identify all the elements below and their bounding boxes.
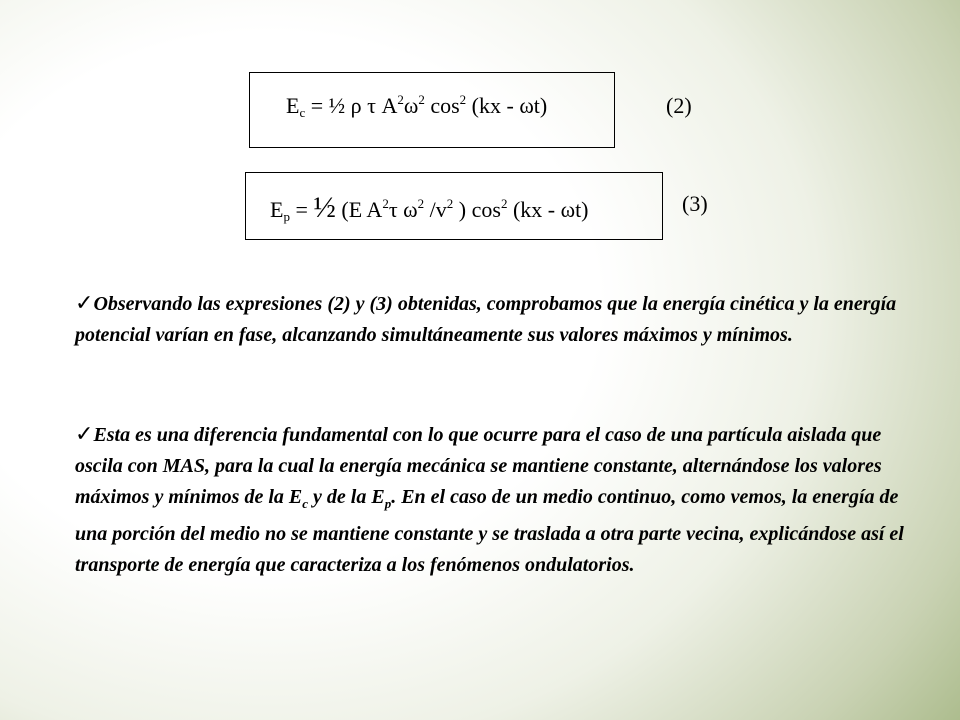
- equation-number-3: (3): [682, 191, 708, 216]
- checkmark-icon: ✓: [75, 422, 94, 447]
- checkmark-icon: ✓: [75, 291, 94, 316]
- potential-energy-equation: $E_p$ = ½ (E $A^2\tau$ $\omega^2$ $/v^2$ ) $\cos^2 (kx - \omega t)$: [270, 191, 589, 224]
- equation-number-2: (2): [666, 93, 692, 118]
- paragraph-difference: ✓Esta es una diferencia fundamental con lo que ocurre para el caso de una partícula aislada que oscila con MAS, para la cual la energía mecánica se mantiene constante, alternándose los valores máximos y mínimos de la $E_c$ y de la $E_p$. En el caso de un medio continuo, como vemos, la energía de una porción del medio no se mantiene constante y se traslada a otra parte vecina, explicándose así el transporte de energía que caracteriza a los fenómenos ondulatorios.: [75, 422, 904, 576]
- kinetic-energy-equation: $E_c$ = ½ ρ τ $A^2\omega^2$ $\cos^2 (kx - \omega t)$: [286, 92, 548, 120]
- paragraph-in-phase: ✓Observando las expresiones (2) y (3) obtenidas, comprobamos que la energía cinética y la energía potencial varían en fase, alcanzando simultáneamente sus valores máximos y mínimos.: [75, 291, 897, 346]
